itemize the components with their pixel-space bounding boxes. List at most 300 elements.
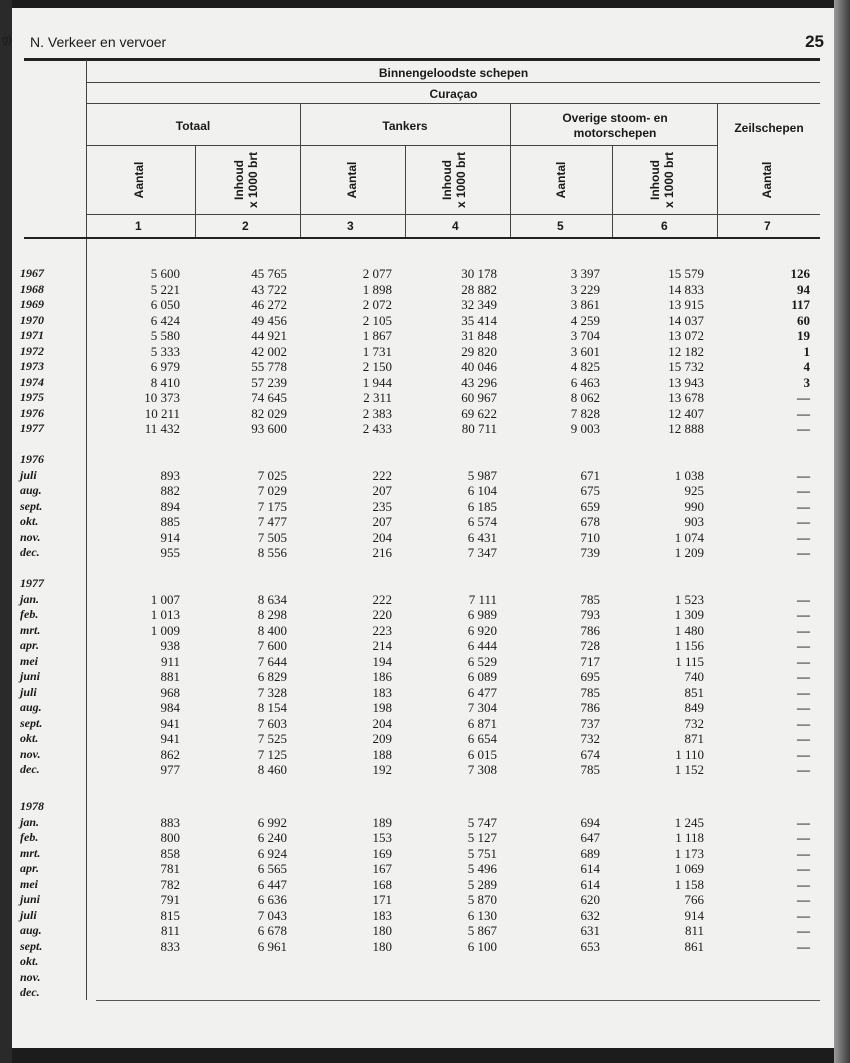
table-cell: 6 424	[150, 312, 180, 328]
table-cell: —	[797, 861, 810, 876]
row-label: nov.	[20, 746, 41, 761]
table-cell: 881	[160, 669, 180, 684]
table-cell: 93 600	[251, 421, 287, 436]
table-cell	[302, 799, 392, 815]
table-cell: 984	[160, 700, 180, 715]
table-cell: —	[797, 762, 810, 777]
table-cell: 1 110	[675, 746, 704, 762]
table-cell: 1 038	[674, 467, 704, 483]
column-2-block-4	[197, 799, 287, 1001]
table-cell: 1 074	[674, 529, 704, 545]
table-cell	[510, 954, 600, 970]
table-cell: 7 600	[257, 638, 287, 653]
table-cell: 222	[372, 591, 392, 607]
column-1-block-1	[90, 266, 180, 437]
table-cell: 968	[160, 684, 180, 700]
table-cell: 7 347	[467, 545, 497, 560]
header-tankers: Tankers	[382, 119, 428, 133]
table-cell	[720, 970, 810, 986]
section-title-text: N. Verkeer en vervoer	[30, 34, 167, 50]
row-label: aug.	[20, 483, 42, 497]
column-1-block-4	[90, 799, 180, 1001]
row-labels-block-3	[20, 576, 44, 778]
table-cell: 5 496	[467, 861, 497, 876]
table-cell: 186	[372, 669, 392, 684]
row-label: sept.	[20, 498, 43, 513]
table-cell: 955	[160, 545, 180, 560]
table-cell: 6 636	[257, 892, 287, 907]
book-spine	[0, 0, 12, 1063]
table-cell: —	[797, 390, 810, 405]
table-cell: 5 580	[150, 328, 180, 343]
table-cell: 35 414	[461, 312, 497, 328]
subheader-inhoud-1: Inhoud x 1000 brt	[232, 151, 260, 209]
table-cell: 7 477	[257, 514, 287, 529]
row-label: 1968	[20, 281, 44, 296]
header-line-2	[87, 103, 820, 104]
table-cell: 941	[160, 715, 180, 731]
column-6-block-1	[614, 266, 704, 437]
table-cell: 4 259	[570, 312, 600, 328]
table-cell: 1 944	[362, 374, 392, 390]
table-cell: 6 240	[257, 830, 287, 845]
table-cell: 31 848	[461, 328, 497, 343]
table-cell: 990	[684, 498, 704, 514]
table-cell: 1 480	[674, 622, 704, 638]
row-label: feb.	[20, 830, 39, 844]
table-cell: —	[797, 845, 810, 861]
table-cell: 6 992	[257, 814, 287, 830]
section-title	[2, 34, 167, 50]
table-cell: 60 967	[461, 390, 497, 405]
table-cell	[510, 970, 600, 986]
table-cell: 6 565	[257, 861, 287, 876]
table-cell: 7 603	[257, 715, 287, 731]
table-cell: 5 333	[150, 343, 180, 359]
table-cell: 903	[684, 514, 704, 529]
subheader-inhoud-6: Inhoud x 1000 brt	[648, 151, 676, 209]
table-cell: 2 072	[362, 297, 392, 312]
table-cell: 674	[580, 746, 600, 762]
table-cell: —	[797, 684, 810, 700]
table-cell: 7 308	[467, 762, 497, 777]
table-cell: 6 089	[467, 669, 497, 684]
table-cell	[720, 452, 810, 468]
row-label: mrt.	[20, 845, 41, 860]
page-edge	[834, 0, 850, 1063]
table-cell: 861	[684, 938, 704, 954]
column-3-block-1	[302, 266, 392, 437]
table-cell: 14 833	[668, 281, 704, 297]
table-cell: 786	[580, 622, 600, 638]
table-cell: —	[797, 483, 810, 498]
column-7-block-4	[720, 799, 810, 1001]
page-number: 25	[805, 32, 824, 51]
table-cell	[302, 576, 392, 592]
table-cell	[614, 970, 704, 986]
column-2-block-3	[197, 576, 287, 778]
table-cell	[302, 954, 392, 970]
table-cell: 14 037	[668, 312, 704, 328]
table-cell: 7 505	[257, 529, 287, 545]
table-cell: 793	[580, 607, 600, 622]
table-cell: 791	[160, 892, 180, 907]
table-cell: 5 600	[150, 266, 180, 281]
table-cell: 7 328	[257, 684, 287, 700]
table-cell: 8 062	[570, 390, 600, 405]
table-cell	[720, 576, 810, 592]
table-cell	[197, 452, 287, 468]
table-cell: 7 043	[257, 907, 287, 923]
table-cell: 11 432	[144, 421, 180, 436]
header-zeilschepen: Zeilschepen	[734, 121, 804, 135]
table-cell: 6 104	[467, 483, 497, 498]
vline-2	[300, 103, 301, 237]
table-cell: 710	[580, 529, 600, 545]
table-cell: 6 185	[467, 498, 497, 514]
table-cell: 7 828	[570, 405, 600, 421]
table-cell	[302, 985, 392, 1001]
column-5-block-4	[510, 799, 600, 1001]
row-label: juli	[20, 907, 37, 922]
table-cell: 45 765	[251, 266, 287, 281]
table-cell: 5 987	[467, 467, 497, 483]
table-cell	[720, 954, 810, 970]
table-cell: 1 115	[675, 653, 704, 669]
subheader-aantal-7: Aantal	[760, 161, 774, 199]
table-cell: 695	[580, 669, 600, 684]
top-rule	[24, 58, 820, 61]
table-cell: 659	[580, 498, 600, 514]
table-cell: 3	[803, 374, 810, 390]
table-cell	[614, 954, 704, 970]
table-cell: 851	[684, 684, 704, 700]
table-cell: 6 654	[467, 731, 497, 746]
table-cell: 15 579	[668, 266, 704, 281]
table-cell: 1 156	[674, 638, 704, 653]
table-cell: 82 029	[251, 405, 287, 421]
header-overige: Overige stoom- en motorschepen	[562, 111, 668, 140]
table-cell: 13 072	[668, 328, 704, 343]
table-cell: 3 229	[570, 281, 600, 297]
table-cell: 6 924	[257, 845, 287, 861]
row-label: okt.	[20, 954, 39, 968]
table-cell: 3 861	[570, 297, 600, 312]
table-cell: 57 239	[251, 374, 287, 390]
table-cell: 6 444	[467, 638, 497, 653]
row-label: 1970	[20, 312, 44, 327]
table-cell: —	[797, 892, 810, 907]
row-label: 1976	[20, 405, 44, 420]
table-cell	[197, 576, 287, 592]
table-cell	[407, 576, 497, 592]
table-cell: 911	[160, 653, 180, 669]
row-label: 1973	[20, 359, 44, 373]
row-label: 1975	[20, 390, 44, 404]
table-cell: 5 751	[467, 845, 497, 861]
table-cell: —	[797, 421, 810, 436]
table-cell	[197, 970, 287, 986]
table-cell: 885	[160, 514, 180, 529]
row-label: 1974	[20, 374, 44, 389]
table-cell: 1 731	[362, 343, 392, 359]
table-cell: 1 898	[362, 281, 392, 297]
table-cell: 1 158	[674, 876, 704, 892]
table-cell: 183	[372, 907, 392, 923]
table-cell	[302, 970, 392, 986]
table-cell: 216	[372, 545, 392, 560]
table-cell: 19	[797, 328, 810, 343]
column-6-block-4	[614, 799, 704, 1001]
table-cell: 13 678	[668, 390, 704, 405]
table-cell: 8 460	[257, 762, 287, 777]
table-cell: 1	[803, 343, 810, 359]
table-cell: 10 211	[144, 405, 180, 421]
table-cell: 653	[580, 938, 600, 954]
table-cell	[720, 799, 810, 815]
table-cell: 7 525	[257, 731, 287, 746]
table-cell: 647	[580, 830, 600, 845]
row-label: 1977	[20, 421, 44, 435]
row-label: 1972	[20, 343, 44, 358]
table-cell: —	[797, 622, 810, 638]
table-cell: 811	[684, 923, 704, 938]
table-cell: 171	[372, 892, 392, 907]
table-cell	[510, 576, 600, 592]
table-cell	[510, 799, 600, 815]
table-cell: 862	[160, 746, 180, 762]
table-cell: 732	[684, 715, 704, 731]
vline-6	[717, 103, 718, 237]
table-cell: 6 050	[150, 297, 180, 312]
column-3-block-3	[302, 576, 392, 778]
table-cell: 189	[372, 814, 392, 830]
table-cell: 126	[790, 266, 810, 281]
table-cell: 811	[160, 923, 180, 938]
table-cell: 204	[372, 529, 392, 545]
table-cell: 6 447	[257, 876, 287, 892]
vline-4	[510, 103, 511, 237]
header-binnengeloodste: Binnengeloodste schepen	[378, 66, 529, 80]
table-cell: 678	[580, 514, 600, 529]
vline-5	[612, 145, 613, 237]
table-cell: 80 711	[461, 421, 497, 436]
table-cell: 188	[372, 746, 392, 762]
vline-3	[405, 145, 406, 237]
row-label: okt.	[20, 514, 39, 528]
column-4-block-3	[407, 576, 497, 778]
table-cell: 7 304	[467, 700, 497, 715]
row-label: apr.	[20, 861, 40, 875]
table-cell	[90, 970, 180, 986]
table-cell: 15 732	[668, 359, 704, 374]
table-cell: 207	[372, 514, 392, 529]
table-cell: 43 722	[251, 281, 287, 297]
column-7-block-1	[720, 266, 810, 437]
table-cell: 2 433	[362, 421, 392, 436]
row-label: dec.	[20, 762, 40, 776]
table-cell: 40 046	[461, 359, 497, 374]
table-cell: —	[797, 607, 810, 622]
table-cell: 220	[372, 607, 392, 622]
table-cell: —	[797, 405, 810, 421]
table-cell	[614, 452, 704, 468]
table-cell: 222	[372, 467, 392, 483]
table-cell: —	[797, 715, 810, 731]
table-cell: 5 127	[467, 830, 497, 845]
table-cell: 2 077	[362, 266, 392, 281]
table-cell: 167	[372, 861, 392, 876]
column-4-block-1	[407, 266, 497, 437]
table-cell: 153	[372, 830, 392, 845]
table-cell: 2 311	[363, 390, 392, 405]
table-cell: 1 245	[674, 814, 704, 830]
table-cell: —	[797, 467, 810, 483]
table-cell: 6 431	[467, 529, 497, 545]
table-cell: —	[797, 907, 810, 923]
table-cell: —	[797, 529, 810, 545]
row-label: juni	[20, 892, 41, 906]
table-cell: 675	[580, 483, 600, 498]
table-cell: 1 152	[674, 762, 704, 777]
table-cell: 43 296	[461, 374, 497, 390]
table-cell	[90, 985, 180, 1001]
table-cell: —	[797, 923, 810, 938]
table-cell	[510, 452, 600, 468]
row-label: juni	[20, 669, 41, 683]
table-cell: 5 867	[467, 923, 497, 938]
row-label: 1977	[20, 576, 44, 590]
table-cell: 614	[580, 861, 600, 876]
table-cell: 7 029	[257, 483, 287, 498]
table-cell: 694	[580, 814, 600, 830]
table-cell: 7 111	[468, 591, 497, 607]
table-cell: 8 410	[150, 374, 180, 390]
row-labels-block-2	[20, 452, 44, 561]
row-label: sept.	[20, 938, 43, 953]
table-cell: 925	[684, 483, 704, 498]
table-cell: 60	[797, 312, 810, 328]
table-cell	[720, 985, 810, 1001]
table-cell	[197, 799, 287, 815]
table-cell: 5 221	[150, 281, 180, 297]
bottom-rule	[96, 1000, 820, 1001]
table-cell: 46 272	[251, 297, 287, 312]
row-label: sept.	[20, 715, 43, 730]
table-cell: 44 921	[251, 328, 287, 343]
table-cell: —	[797, 545, 810, 560]
header-line-1	[87, 82, 820, 83]
table-cell: 28 882	[461, 281, 497, 297]
column-3-block-4	[302, 799, 392, 1001]
table-cell: 1 867	[362, 328, 392, 343]
table-cell: 2 383	[362, 405, 392, 421]
table-cell: 632	[580, 907, 600, 923]
table-cell	[407, 970, 497, 986]
table-cell: 833	[160, 938, 180, 954]
column-4-block-4	[407, 799, 497, 1001]
column-6-block-2	[614, 452, 704, 561]
table-cell: 671	[580, 467, 600, 483]
table-cell: 3 397	[570, 266, 600, 281]
table-cell: 849	[684, 700, 704, 715]
table-cell: 209	[372, 731, 392, 746]
column-5-block-1	[510, 266, 600, 437]
table-cell	[197, 985, 287, 1001]
col-number-1: 1	[135, 219, 142, 233]
table-cell: 914	[684, 907, 704, 923]
table-cell: 914	[160, 529, 180, 545]
table-cell: —	[797, 746, 810, 762]
vline-1	[195, 145, 196, 237]
table-cell: 1 013	[150, 607, 180, 622]
table-cell: 815	[160, 907, 180, 923]
table-cell: 3 601	[570, 343, 600, 359]
row-label: juli	[20, 684, 37, 699]
table-cell: 6 989	[467, 607, 497, 622]
table-cell: 29 820	[461, 343, 497, 359]
row-label: okt.	[20, 731, 39, 745]
row-label: mei	[20, 653, 38, 668]
table-cell: 6 961	[257, 938, 287, 954]
col-number-4: 4	[452, 219, 459, 233]
table-cell: 12 407	[668, 405, 704, 421]
table-cell: 55 778	[251, 359, 287, 374]
header-curacao: Curaçao	[429, 87, 478, 101]
row-label: jan.	[20, 814, 40, 829]
table-cell: 180	[372, 923, 392, 938]
table-cell: 882	[160, 483, 180, 498]
row-label: dec.	[20, 545, 40, 559]
table-cell: 4 825	[570, 359, 600, 374]
table-cell	[90, 576, 180, 592]
table-cell: —	[797, 638, 810, 653]
table-cell: 1 009	[150, 622, 180, 638]
table-cell	[407, 985, 497, 1001]
table-cell	[90, 954, 180, 970]
col-number-5: 5	[557, 219, 564, 233]
col-number-3: 3	[347, 219, 354, 233]
table-cell: 2 105	[362, 312, 392, 328]
table-cell: 1 209	[674, 545, 704, 560]
table-cell: 8 400	[257, 622, 287, 638]
table-cell: 5 747	[467, 814, 497, 830]
table-cell: 3 704	[570, 328, 600, 343]
table-cell	[614, 799, 704, 815]
table-cell: 858	[160, 845, 180, 861]
column-5-block-2	[510, 452, 600, 561]
table-cell: 194	[372, 653, 392, 669]
table-cell: 781	[160, 861, 180, 876]
table-cell: —	[797, 514, 810, 529]
row-label: apr.	[20, 638, 40, 652]
table-cell: 766	[684, 892, 704, 907]
table-cell: 7 125	[257, 746, 287, 762]
table-cell: —	[797, 814, 810, 830]
table-cell: 214	[372, 638, 392, 653]
table-cell: 74 645	[251, 390, 287, 405]
table-cell: 6 829	[257, 669, 287, 684]
subheader-aantal-1: Aantal	[132, 161, 146, 199]
table-cell: 1 118	[675, 830, 704, 845]
table-cell: 8 634	[257, 591, 287, 607]
table-cell: —	[797, 653, 810, 669]
table-cell: —	[797, 700, 810, 715]
table-cell: 8 298	[257, 607, 287, 622]
table-cell: 6 979	[150, 359, 180, 374]
table-cell: 7 644	[257, 653, 287, 669]
margin-letter: g)	[2, 34, 12, 46]
